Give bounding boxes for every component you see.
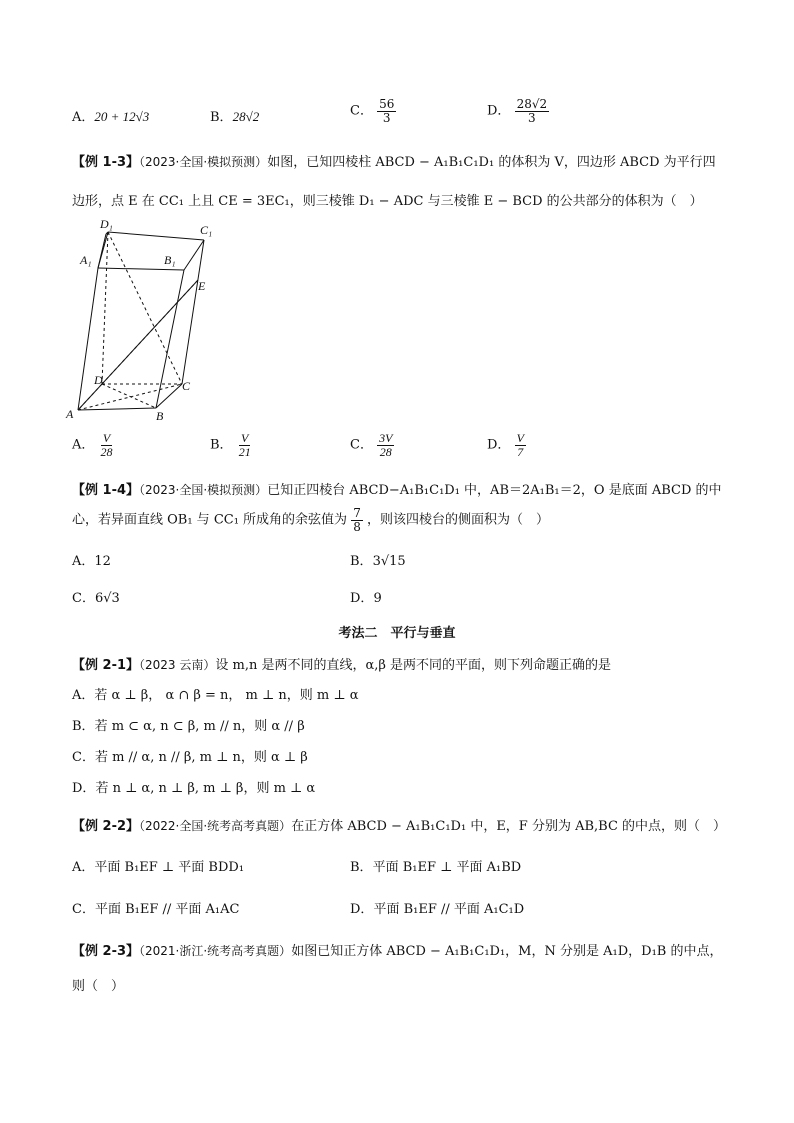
label-a: A [66, 407, 74, 421]
ex1-4-line2: 心，若异面直线 OB₁ 与 CC₁ 所成角的余弦值为 $\frac{7}{8}$ ，则该四棱台的侧面积为（ ） [72, 506, 549, 534]
ex2-1-option-b: B．若 m ⊂ α, n ⊂ β, m // n，则 α // β [72, 719, 305, 734]
ex2-2-option-a: A．平面 B₁EF ⊥ 平面 BDD₁ [72, 860, 245, 875]
ex2-2-option-b: B．平面 B₁EF ⊥ 平面 A₁BD [350, 860, 522, 875]
ex1-3-option-d: D． $\frac{V}{7}$ [487, 431, 524, 459]
ex2-1-option-a: A．若 α ⊥ β， α ∩ β = n， m ⊥ n，则 m ⊥ α [72, 688, 359, 703]
label-b: B [156, 409, 164, 423]
ex2-1-option-d: D．若 n ⊥ α, n ⊥ β, m ⊥ β，则 m ⊥ α [72, 781, 316, 796]
label-d: D [94, 373, 103, 387]
ex2-1-option-c: C．若 m // α, n // β, m ⊥ n，则 α ⊥ β [72, 750, 308, 765]
option-c: C． $\frac{56}{3}$ [350, 97, 395, 125]
ex1-3-option-c: C． $\frac{3V}{28}$ [350, 431, 393, 459]
ex2-2-stem: 【例 2-2】（2022·全国·统考高考真题）在正方体 ABCD − A₁B₁C₁D₁ 中，E，F 分别为 AB,BC 的中点，则（ ） [72, 819, 727, 834]
ex1-4-line1: 【例 1-4】（2023·全国·模拟预测）已知正四棱台 ABCD−A₁B₁C₁D₁ 中，AB＝2A₁B₁＝2，O 是底面 ABCD 的中 [72, 483, 722, 498]
label-a1: A₁ [80, 253, 92, 267]
section-title: 考法二 平行与垂直 [338, 626, 456, 641]
ex1-3-line2: 边形，点 E 在 CC₁ 上且 CE = 3EC₁，则三棱锥 D₁ − ADC 与三棱锥 E − BCD 的公共部分的体积为（ ） [72, 194, 703, 209]
ex1-3-option-a: A． $\frac{V}{28}$ [72, 431, 113, 459]
option-b: B．28√2 [210, 109, 260, 125]
label-c: C [182, 379, 191, 393]
ex1-4-option-a: A．12 [72, 554, 111, 569]
ex1-4-option-b: B．3√15 [350, 554, 406, 569]
ex2-2-option-d: D．平面 B₁EF // 平面 A₁C₁D [350, 902, 525, 917]
ex1-4-option-d: D．9 [350, 591, 382, 606]
ex1-4-option-c: C．6√3 [72, 591, 120, 606]
prism-figure [60, 218, 230, 428]
ex2-2-option-c: C．平面 B₁EF // 平面 A₁AC [72, 902, 240, 917]
label-e: E [198, 279, 206, 293]
ex2-1-stem: 【例 2-1】（2023 云南）设 m,n 是两不同的直线，α,β 是两不同的平面，则下列命题正确的是 [72, 658, 612, 673]
label-b1: B₁ [164, 253, 176, 267]
ex2-3-line2: 则（ ） [72, 979, 125, 994]
ex1-3-option-b: B． $\frac{V}{21}$ [210, 431, 251, 459]
ex2-3-line1: 【例 2-3】（2021·浙江·统考高考真题）如图已知正方体 ABCD − A₁B₁C₁D₁，M，N 分别是 A₁D，D₁B 的中点， [72, 944, 723, 959]
ex1-3-line1: 【例 1-3】（2023·全国·模拟预测）如图，已知四棱柱 ABCD − A₁B₁C₁D₁ 的体积为 V，四边形 ABCD 为平行四 [72, 155, 716, 170]
label-c1: C₁ [200, 223, 213, 237]
option-a: A．20 + 12√3 [72, 109, 150, 125]
option-d: D． $\frac{28√2}{3}$ [487, 97, 548, 125]
label-d1: D₁ [100, 218, 113, 231]
